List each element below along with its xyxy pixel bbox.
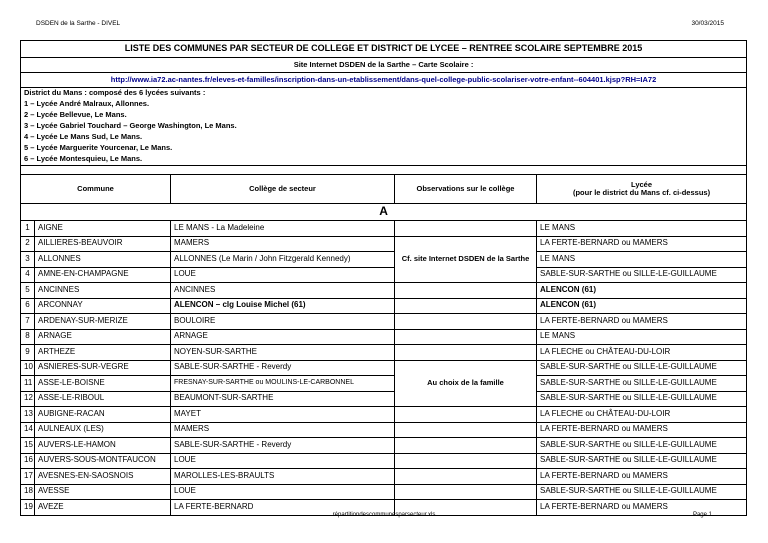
commune-cell: AVESSE xyxy=(35,484,171,500)
college-cell: LOUE xyxy=(171,267,395,283)
commune-cell: ARNAGE xyxy=(35,329,171,345)
table-row xyxy=(21,329,747,345)
lycee-cell: SABLE-SUR-SARTHE ou SILLE-LE-GUILLAUME xyxy=(537,267,747,283)
observations-cell xyxy=(395,407,537,423)
college-cell: FRESNAY-SUR-SARTHE ou MOULINS-LE-CARBONNEL xyxy=(171,376,395,392)
lycee-cell: LA FERTE-BERNARD ou MAMERS xyxy=(537,236,747,252)
lycee-cell: SABLE-SUR-SARTHE ou SILLE-LE-GUILLAUME xyxy=(537,453,747,469)
lycee-cell: LA FLECHE ou CHÂTEAU-DU-LOIR xyxy=(537,345,747,361)
commune-cell: AUVERS-SOUS-MONTFAUCON xyxy=(35,453,171,469)
table-row xyxy=(21,484,747,500)
commune-cell: AIGNE xyxy=(35,221,171,237)
college-cell: LE MANS - La Madeleine xyxy=(171,221,395,237)
table-row xyxy=(21,422,747,438)
commune-cell: AUVERS-LE-HAMON xyxy=(35,438,171,454)
col-header-commune: Commune xyxy=(21,175,171,204)
commune-cell: ARTHEZE xyxy=(35,345,171,361)
row-number: 5 xyxy=(21,283,35,299)
col-header-lycee-line2: (pour le district du Mans cf. ci-dessus) xyxy=(572,188,711,197)
table-row xyxy=(21,391,747,407)
table-row xyxy=(21,267,747,283)
row-number: 11 xyxy=(21,376,35,392)
table-row xyxy=(21,469,747,485)
college-cell: MAMERS xyxy=(171,236,395,252)
commune-cell: AVESNES-EN-SAOSNOIS xyxy=(35,469,171,485)
table-row xyxy=(21,252,747,268)
observations-cell xyxy=(395,329,537,345)
row-number: 17 xyxy=(21,469,35,485)
row-number: 16 xyxy=(21,453,35,469)
row-number: 18 xyxy=(21,484,35,500)
table-row xyxy=(21,314,747,330)
observations-cell xyxy=(395,345,537,361)
lycee-cell: LA FERTE-BERNARD ou MAMERS xyxy=(537,469,747,485)
table-row xyxy=(21,298,747,314)
letter-section-a: A xyxy=(21,204,747,221)
observations-cell xyxy=(395,484,537,500)
observations-cell xyxy=(395,283,537,299)
college-cell: ANCINNES xyxy=(171,283,395,299)
college-cell: MAYET xyxy=(171,407,395,423)
commune-cell: ARDENAY-SUR-MERIZE xyxy=(35,314,171,330)
spacer-row xyxy=(21,166,747,175)
commune-cell: AUBIGNE-RACAN xyxy=(35,407,171,423)
college-cell: MAROLLES-LES-BRAULTS xyxy=(171,469,395,485)
lycee-cell: LA FERTE-BERNARD ou MAMERS xyxy=(537,500,747,516)
row-number: 6 xyxy=(21,298,35,314)
row-number: 14 xyxy=(21,422,35,438)
lycee-cell: LA FLECHE ou CHÂTEAU-DU-LOIR xyxy=(537,407,747,423)
lycee-cell: ALENCON (61) xyxy=(537,298,747,314)
college-cell: ALLONNES (Le Marin / John Fitzgerald Kennedy) xyxy=(171,252,395,268)
commune-cell: AULNEAUX (LES) xyxy=(35,422,171,438)
commune-cell: ARCONNAY xyxy=(35,298,171,314)
table-row xyxy=(21,438,747,454)
district-lycee-6: 6 – Lycée Montesquieu, Le Mans. xyxy=(21,154,747,166)
observations-cell xyxy=(395,221,537,237)
footer-page: Page 1 xyxy=(692,512,712,518)
lycee-cell: SABLE-SUR-SARTHE ou SILLE-LE-GUILLAUME xyxy=(537,484,747,500)
header-left: DSDEN de la Sarthe - DIVEL xyxy=(36,20,121,27)
row-number: 1 xyxy=(21,221,35,237)
table-row xyxy=(21,345,747,361)
observations-boisne: Au choix de la famille xyxy=(395,360,537,407)
row-number: 19 xyxy=(21,500,35,516)
district-lycee-3: 3 – Lycée Gabriel Touchard – George Washington, Le Mans. xyxy=(21,121,747,132)
college-cell: NOYEN-SUR-SARTHE xyxy=(171,345,395,361)
table-row xyxy=(21,360,747,376)
table-row xyxy=(21,221,747,237)
observations-cell xyxy=(395,469,537,485)
row-number: 15 xyxy=(21,438,35,454)
observations-cell xyxy=(395,298,537,314)
lycee-cell: SABLE-SUR-SARTHE ou SILLE-LE-GUILLAUME xyxy=(537,376,747,392)
lycee-cell: LE MANS xyxy=(537,252,747,268)
row-number: 7 xyxy=(21,314,35,330)
table-row xyxy=(21,283,747,299)
commune-cell: ASSE-LE-RIBOUL xyxy=(35,391,171,407)
commune-table xyxy=(20,40,747,516)
college-cell: MAMERS xyxy=(171,422,395,438)
observations-cell xyxy=(395,422,537,438)
header-date: 30/03/2015 xyxy=(691,20,724,27)
college-cell: ALENCON – clg Louise Michel (61) xyxy=(171,298,395,314)
district-lycee-2: 2 – Lycée Bellevue, Le Mans. xyxy=(21,110,747,121)
observations-cell xyxy=(395,438,537,454)
commune-cell: AILLIERES-BEAUVOIR xyxy=(35,236,171,252)
col-header-college: Collège de secteur xyxy=(171,175,395,204)
commune-cell: AMNE-EN-CHAMPAGNE xyxy=(35,267,171,283)
college-cell: ARNAGE xyxy=(171,329,395,345)
college-cell: BOULOIRE xyxy=(171,314,395,330)
college-cell: BEAUMONT-SUR-SARTHE xyxy=(171,391,395,407)
district-lycee-1: 1 – Lycée André Malraux, Allonnes. xyxy=(21,99,747,110)
commune-cell: ASSE-LE-BOISNE xyxy=(35,376,171,392)
lycee-cell: SABLE-SUR-SARTHE ou SILLE-LE-GUILLAUME xyxy=(537,391,747,407)
college-cell: LOUE xyxy=(171,484,395,500)
district-lycee-5: 5 – Lycée Marguerite Yourcenar, Le Mans. xyxy=(21,143,747,154)
observations-cell xyxy=(395,453,537,469)
column-header-row xyxy=(21,175,747,204)
college-cell: SABLE-SUR-SARTHE - Reverdy xyxy=(171,438,395,454)
lycee-cell: LE MANS xyxy=(537,329,747,345)
commune-cell: ASNIERES-SUR-VEGRE xyxy=(35,360,171,376)
lycee-cell: ALENCON (61) xyxy=(537,283,747,299)
college-cell: LA FERTE-BERNARD xyxy=(171,500,395,516)
row-number: 9 xyxy=(21,345,35,361)
lycee-cell: SABLE-SUR-SARTHE ou SILLE-LE-GUILLAUME xyxy=(537,360,747,376)
commune-cell: ALLONNES xyxy=(35,252,171,268)
table-row xyxy=(21,236,747,252)
page-title: LISTE DES COMMUNES PAR SECTEUR DE COLLEGE ET DISTRICT DE LYCEE – RENTREE SCOLAIRE SEPTEMBRE 2015 xyxy=(21,41,747,58)
table-row xyxy=(21,376,747,392)
row-number: 13 xyxy=(21,407,35,423)
commune-cell: ANCINNES xyxy=(35,283,171,299)
lycee-cell: SABLE-SUR-SARTHE ou SILLE-LE-GUILLAUME xyxy=(537,438,747,454)
row-number: 2 xyxy=(21,236,35,252)
col-header-observations: Observations sur le collège xyxy=(395,175,537,204)
row-number: 12 xyxy=(21,391,35,407)
site-url-link[interactable]: http://www.ia72.ac-nantes.fr/eleves-et-familles/inscription-dans-un-etablissement/dans-quel-college-public-scolariser-votre-enfant--604401.kjsp?RH=IA72 xyxy=(21,73,747,88)
district-lycee-4: 4 – Lycée Le Mans Sud, Le Mans. xyxy=(21,132,747,143)
lycee-cell: LA FERTE-BERNARD ou MAMERS xyxy=(537,314,747,330)
col-header-lycee-line1: Lycée xyxy=(631,179,653,189)
college-cell: SABLE-SUR-SARTHE - Reverdy xyxy=(171,360,395,376)
row-number: 8 xyxy=(21,329,35,345)
observations-cell xyxy=(395,314,537,330)
table-row xyxy=(21,407,747,423)
footer-filename: répartitiondescommunesparsecteur.xls xyxy=(332,512,436,518)
commune-cell: AVEZE xyxy=(35,500,171,516)
observations-allonnes: Cf. site Internet DSDEN de la Sarthe xyxy=(395,236,537,283)
row-number: 4 xyxy=(21,267,35,283)
col-header-lycee xyxy=(537,175,747,204)
row-number: 3 xyxy=(21,252,35,268)
table-row xyxy=(21,453,747,469)
lycee-cell: LE MANS xyxy=(537,221,747,237)
district-intro: District du Mans : composé des 6 lycées suivants : xyxy=(21,88,747,100)
row-number: 10 xyxy=(21,360,35,376)
college-cell: LOUE xyxy=(171,453,395,469)
lycee-cell: LA FERTE-BERNARD ou MAMERS xyxy=(537,422,747,438)
site-label: Site Internet DSDEN de la Sarthe – Carte Scolaire : xyxy=(21,58,747,73)
